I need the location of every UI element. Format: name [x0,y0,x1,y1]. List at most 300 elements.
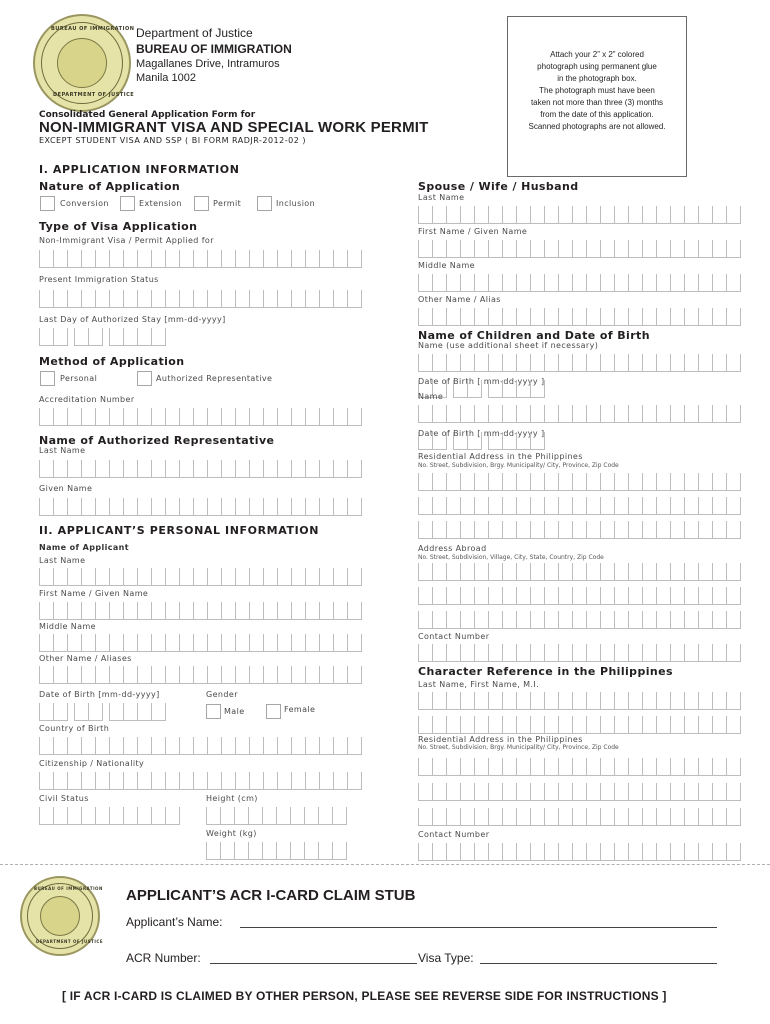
char-box[interactable] [277,666,291,684]
char-box[interactable] [530,843,544,861]
char-box[interactable] [656,497,670,515]
char-box[interactable] [432,808,446,826]
char-box[interactable] [39,408,53,426]
char-box[interactable] [460,405,474,423]
permit-checkbox[interactable] [194,196,209,211]
char-box[interactable] [460,692,474,710]
male-checkbox[interactable] [206,704,221,719]
char-box[interactable] [516,354,530,372]
char-box[interactable] [446,473,460,491]
char-box[interactable] [600,611,614,629]
char-box[interactable] [656,206,670,224]
char-box[interactable] [165,460,179,478]
char-box[interactable] [304,842,318,860]
personal-checkbox[interactable] [40,371,55,386]
char-box[interactable] [628,308,642,326]
char-box[interactable] [516,206,530,224]
char-box[interactable] [474,563,488,581]
char-box[interactable] [67,772,81,790]
char-box[interactable] [600,716,614,734]
char-box[interactable] [291,666,305,684]
char-box[interactable] [446,274,460,292]
char-box[interactable] [39,290,53,308]
char-box[interactable] [670,521,684,539]
char-box[interactable] [276,807,290,825]
char-box[interactable] [670,716,684,734]
char-box[interactable] [193,250,207,268]
char-box[interactable] [432,240,446,258]
char-box[interactable] [418,240,432,258]
char-box[interactable] [460,563,474,581]
char-box[interactable] [698,808,712,826]
char-box[interactable] [474,808,488,826]
photo-box[interactable] [507,16,687,177]
char-box[interactable] [432,274,446,292]
char-box[interactable] [712,308,726,326]
char-box[interactable] [474,206,488,224]
char-box[interactable] [207,737,221,755]
char-box[interactable] [516,308,530,326]
char-box[interactable] [109,408,123,426]
char-box[interactable] [81,408,95,426]
char-box[interactable] [684,692,698,710]
char-box[interactable] [123,250,137,268]
char-box[interactable] [53,290,67,308]
char-box[interactable] [165,737,179,755]
char-box[interactable] [684,611,698,629]
char-box[interactable] [642,497,656,515]
char-box[interactable] [544,716,558,734]
char-box[interactable] [502,274,516,292]
char-box[interactable] [516,473,530,491]
char-box[interactable] [248,842,262,860]
char-box[interactable] [572,521,586,539]
char-box[interactable] [179,666,193,684]
char-box[interactable] [628,354,642,372]
char-box[interactable] [109,703,123,721]
char-box[interactable] [530,808,544,826]
char-box[interactable] [502,380,516,398]
char-box[interactable] [165,568,179,586]
char-box[interactable] [530,563,544,581]
char-box[interactable] [235,602,249,620]
char-box[interactable] [474,308,488,326]
char-box[interactable] [698,716,712,734]
char-box[interactable] [432,308,446,326]
char-box[interactable] [67,666,81,684]
char-box[interactable] [151,250,165,268]
char-box[interactable] [670,274,684,292]
char-box[interactable] [95,807,109,825]
char-box[interactable] [544,808,558,826]
char-box[interactable] [474,644,488,662]
char-box[interactable] [502,473,516,491]
char-box[interactable] [558,587,572,605]
char-box[interactable] [193,602,207,620]
char-box[interactable] [712,808,726,826]
char-box[interactable] [572,473,586,491]
address-abroad-row-2[interactable] [418,587,741,605]
char-box[interactable] [165,666,179,684]
char-box[interactable] [221,460,235,478]
char-box[interactable] [151,568,165,586]
char-box[interactable] [137,634,151,652]
height-boxes[interactable] [206,807,347,825]
char-box[interactable] [305,737,319,755]
char-box[interactable] [467,432,482,450]
char-box[interactable] [137,737,151,755]
spouse-first-name-boxes[interactable] [418,240,741,258]
char-box[interactable] [656,563,670,581]
char-box[interactable] [453,380,467,398]
char-box[interactable] [460,473,474,491]
char-box[interactable] [67,498,81,516]
char-box[interactable] [418,497,432,515]
char-box[interactable] [628,563,642,581]
char-box[interactable] [530,758,544,776]
char-box[interactable] [81,460,95,478]
char-box[interactable] [558,611,572,629]
char-box[interactable] [614,783,628,801]
char-box[interactable] [109,666,123,684]
char-box[interactable] [291,290,305,308]
char-box[interactable] [432,405,446,423]
char-box[interactable] [642,405,656,423]
address-abroad-row-3[interactable] [418,611,741,629]
char-box[interactable] [221,290,235,308]
char-box[interactable] [642,611,656,629]
char-box[interactable] [530,497,544,515]
char-box[interactable] [319,498,333,516]
char-box[interactable] [656,274,670,292]
char-box[interactable] [726,611,741,629]
citizenship-boxes[interactable] [39,772,362,790]
char-box[interactable] [319,408,333,426]
char-box[interactable] [530,380,545,398]
char-box[interactable] [446,497,460,515]
char-box[interactable] [684,644,698,662]
char-box[interactable] [460,808,474,826]
char-box[interactable] [193,634,207,652]
char-box[interactable] [193,568,207,586]
char-box[interactable] [488,716,502,734]
char-box[interactable] [586,644,600,662]
char-box[interactable] [347,634,362,652]
char-box[interactable] [235,498,249,516]
char-box[interactable] [516,843,530,861]
char-box[interactable] [67,602,81,620]
char-box[interactable] [109,498,123,516]
char-box[interactable] [516,716,530,734]
char-box[interactable] [263,666,277,684]
char-box[interactable] [123,666,137,684]
char-box[interactable] [123,602,137,620]
char-box[interactable] [572,716,586,734]
char-box[interactable] [600,843,614,861]
char-box[interactable] [333,737,347,755]
char-box[interactable] [712,758,726,776]
char-box[interactable] [586,611,600,629]
char-box[interactable] [642,783,656,801]
char-box[interactable] [460,783,474,801]
char-box[interactable] [206,807,220,825]
char-box[interactable] [432,473,446,491]
char-box[interactable] [305,460,319,478]
char-box[interactable] [39,568,53,586]
char-box[interactable] [235,408,249,426]
char-box[interactable] [67,634,81,652]
char-box[interactable] [123,328,137,346]
char-box[interactable] [137,408,151,426]
char-box[interactable] [698,521,712,539]
char-box[interactable] [446,716,460,734]
char-box[interactable] [474,758,488,776]
char-box[interactable] [502,432,516,450]
char-box[interactable] [502,240,516,258]
char-box[interactable] [656,521,670,539]
char-box[interactable] [95,666,109,684]
char-box[interactable] [263,737,277,755]
char-box[interactable] [418,808,432,826]
char-box[interactable] [418,308,432,326]
char-box[interactable] [207,634,221,652]
char-box[interactable] [628,692,642,710]
char-box[interactable] [207,666,221,684]
char-box[interactable] [418,206,432,224]
char-box[interactable] [221,498,235,516]
char-box[interactable] [586,497,600,515]
inclusion-checkbox[interactable] [257,196,272,211]
char-box[interactable] [418,611,432,629]
char-box[interactable] [109,602,123,620]
char-box[interactable] [235,460,249,478]
char-box[interactable] [304,807,318,825]
rep-given-name-boxes[interactable] [39,498,362,516]
char-box[interactable] [586,274,600,292]
char-box[interactable] [558,644,572,662]
char-box[interactable] [572,587,586,605]
char-box[interactable] [39,602,53,620]
char-box[interactable] [290,842,304,860]
char-box[interactable] [446,587,460,605]
char-box[interactable] [446,308,460,326]
char-box[interactable] [656,843,670,861]
char-box[interactable] [418,843,432,861]
char-box[interactable] [544,308,558,326]
char-box[interactable] [53,250,67,268]
char-box[interactable] [39,634,53,652]
civil-status-boxes[interactable] [39,807,180,825]
char-box[interactable] [726,644,741,662]
char-box[interactable] [614,240,628,258]
char-box[interactable] [333,460,347,478]
char-box[interactable] [656,473,670,491]
char-box[interactable] [586,354,600,372]
char-box[interactable] [67,737,81,755]
char-box[interactable] [474,783,488,801]
char-box[interactable] [193,290,207,308]
residential-address-row-1[interactable] [418,473,741,491]
char-box[interactable] [572,354,586,372]
char-box[interactable] [263,498,277,516]
char-box[interactable] [670,354,684,372]
char-box[interactable] [712,405,726,423]
char-box[interactable] [572,240,586,258]
char-box[interactable] [53,807,67,825]
char-box[interactable] [432,843,446,861]
char-box[interactable] [165,498,179,516]
char-box[interactable] [712,354,726,372]
char-box[interactable] [712,521,726,539]
char-box[interactable] [418,354,432,372]
char-box[interactable] [726,354,741,372]
char-box[interactable] [221,737,235,755]
char-box[interactable] [95,460,109,478]
char-box[interactable] [698,405,712,423]
char-box[interactable] [516,274,530,292]
char-box[interactable] [53,772,67,790]
char-box[interactable] [656,308,670,326]
char-box[interactable] [698,692,712,710]
char-box[interactable] [572,758,586,776]
char-box[interactable] [235,290,249,308]
char-box[interactable] [109,634,123,652]
char-box[interactable] [628,587,642,605]
char-box[interactable] [712,692,726,710]
char-box[interactable] [502,497,516,515]
char-box[interactable] [291,737,305,755]
char-box[interactable] [207,408,221,426]
char-box[interactable] [614,692,628,710]
char-box[interactable] [600,521,614,539]
char-box[interactable] [249,290,263,308]
char-box[interactable] [291,772,305,790]
char-box[interactable] [193,408,207,426]
char-box[interactable] [137,666,151,684]
char-box[interactable] [544,405,558,423]
char-box[interactable] [446,692,460,710]
char-box[interactable] [53,737,67,755]
char-box[interactable] [53,408,67,426]
char-box[interactable] [347,666,362,684]
char-box[interactable] [670,240,684,258]
char-box[interactable] [179,568,193,586]
char-box[interactable] [502,405,516,423]
char-box[interactable] [502,587,516,605]
char-box[interactable] [418,644,432,662]
char-box[interactable] [474,843,488,861]
char-box[interactable] [347,737,362,755]
char-box[interactable] [488,405,502,423]
char-box[interactable] [684,563,698,581]
char-box[interactable] [516,240,530,258]
char-box[interactable] [291,250,305,268]
char-box[interactable] [488,354,502,372]
char-box[interactable] [544,497,558,515]
char-box[interactable] [418,473,432,491]
char-box[interactable] [600,354,614,372]
char-box[interactable] [698,308,712,326]
char-box[interactable] [544,274,558,292]
char-box[interactable] [432,644,446,662]
char-box[interactable] [446,240,460,258]
char-box[interactable] [277,772,291,790]
char-box[interactable] [558,354,572,372]
char-box[interactable] [516,380,530,398]
char-box[interactable] [305,568,319,586]
char-box[interactable] [628,644,642,662]
char-box[interactable] [151,408,165,426]
char-box[interactable] [318,842,332,860]
char-box[interactable] [628,405,642,423]
char-box[interactable] [137,250,151,268]
char-box[interactable] [276,842,290,860]
char-box[interactable] [698,497,712,515]
char-box[interactable] [670,206,684,224]
char-box[interactable] [347,602,362,620]
applicant-dob-boxes[interactable] [39,703,172,721]
char-box[interactable] [684,206,698,224]
char-box[interactable] [95,498,109,516]
char-box[interactable] [249,602,263,620]
char-box[interactable] [151,460,165,478]
char-box[interactable] [712,716,726,734]
char-box[interactable] [39,666,53,684]
char-box[interactable] [726,405,741,423]
char-box[interactable] [642,644,656,662]
char-box[interactable] [558,274,572,292]
char-box[interactable] [488,274,502,292]
char-box[interactable] [179,498,193,516]
char-box[interactable] [530,240,544,258]
char-box[interactable] [642,308,656,326]
char-box[interactable] [446,405,460,423]
char-box[interactable] [698,843,712,861]
char-box[interactable] [698,240,712,258]
applicant-other-name-boxes[interactable] [39,666,362,684]
char-box[interactable] [53,328,68,346]
char-box[interactable] [670,758,684,776]
char-box[interactable] [39,328,53,346]
char-box[interactable] [502,308,516,326]
char-box[interactable] [586,563,600,581]
char-box[interactable] [460,758,474,776]
char-box[interactable] [558,473,572,491]
char-box[interactable] [614,521,628,539]
char-box[interactable] [516,405,530,423]
char-box[interactable] [712,843,726,861]
char-box[interactable] [712,497,726,515]
char-box[interactable] [572,274,586,292]
char-box[interactable] [95,408,109,426]
char-box[interactable] [123,634,137,652]
char-box[interactable] [502,716,516,734]
applicant-name-line[interactable] [240,927,717,928]
char-box[interactable] [544,843,558,861]
char-box[interactable] [67,460,81,478]
char-box[interactable] [628,274,642,292]
char-box[interactable] [572,611,586,629]
char-box[interactable] [418,563,432,581]
char-box[interactable] [502,843,516,861]
char-box[interactable] [712,644,726,662]
char-box[interactable] [291,498,305,516]
spouse-last-name-boxes[interactable] [418,206,741,224]
char-box[interactable] [502,644,516,662]
char-box[interactable] [277,408,291,426]
char-box[interactable] [446,758,460,776]
char-box[interactable] [698,758,712,776]
